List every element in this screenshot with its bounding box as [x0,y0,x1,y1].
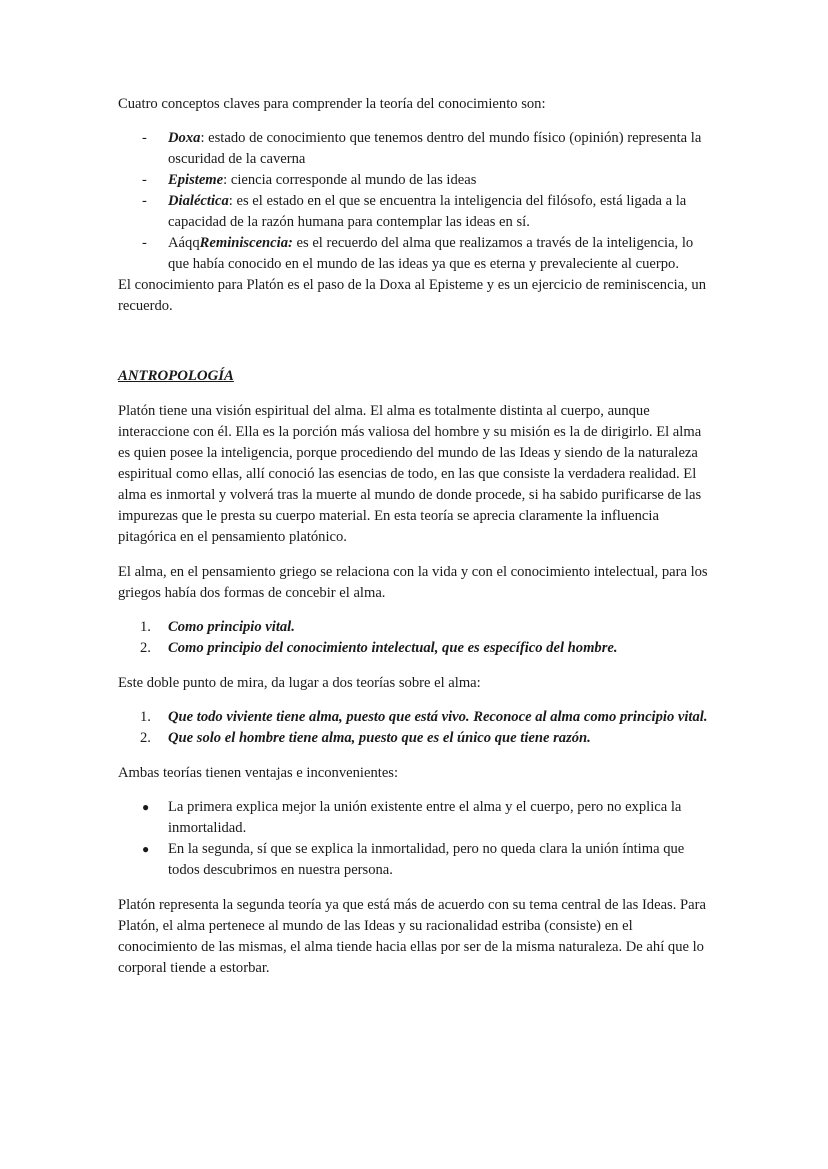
list-marker: - [142,235,147,251]
list-marker: 2. [140,640,151,656]
concept-term: Doxa [168,130,201,146]
bullet-icon: ● [142,800,150,814]
concept-term: Reminiscencia: [199,235,293,251]
concept-text: es el recuerdo del alma que realizamos a través de la inteligencia, lo que había conocido en el mundo de las ideas ya que es eterna y prevaleciente al cuerpo. [168,235,694,272]
conclusion-paragraph: El conocimiento para Platón es el paso de la Doxa al Episteme y es un ejercicio de reminiscencia, un recuerdo. [118,277,707,314]
paragraph-plato-second-theory: Platón representa la segunda teoría ya que está más de acuerdo con su tema central de las Ideas. Para Platón, el alma pertenece al mundo de las Ideas y su racionalidad estriba (consiste) en el conocimiento de las mismas, el alma tiende hacia ellas por ser de la misma naturaleza. De ahí que lo corporal tiende a estorbar. [118,897,706,976]
concept-item-dialectica [118,191,708,233]
list-item-text: Que solo el hombre tiene alma, puesto que es el único que tiene razón. [168,730,591,746]
list-marker: 2. [140,730,151,746]
list-marker: - [142,130,147,146]
concept-prefix: Aáqq [168,235,200,251]
list-marker: - [142,193,147,209]
concepts-list [118,128,708,275]
list-item-text: En la segunda, sí que se explica la inmortalidad, pero no queda clara la unión íntima que todos descubrimos en nuestra persona. [168,841,685,878]
concept-item-episteme [118,170,708,191]
list-item [118,728,708,749]
theories-list [118,707,708,749]
concept-term: Episteme [168,172,224,188]
list-item [118,707,708,728]
intro-paragraph: Cuatro conceptos claves para comprender la teoría del conocimiento son: [118,96,546,112]
list-marker: 1. [140,709,151,725]
list-item [118,797,708,839]
list-item [118,617,708,638]
list-marker: - [142,172,147,188]
list-item [118,638,708,659]
concept-text: : estado de conocimiento que tenemos dentro del mundo físico (opinión) representa la oscuridad de la caverna [168,130,702,167]
document-page [118,94,708,979]
concept-item-reminiscencia [118,233,708,275]
pros-cons-list [118,797,708,881]
paragraph-pros-cons: Ambas teorías tienen ventajas e inconvenientes: [118,765,399,781]
paragraph-greek-soul: El alma, en el pensamiento griego se relaciona con la vida y con el conocimiento intelectual, para los griegos había dos formas de concebir el alma. [118,564,708,601]
concept-text: : ciencia corresponde al mundo de las ideas [223,172,477,188]
list-marker: 1. [140,619,151,635]
paragraph-soul-vision: Platón tiene una visión espiritual del alma. El alma es totalmente distinta al cuerpo, aunque interaccione con él. Ella es la porción más valiosa del hombre y su misión es la de dirigirlo. El alma es quien posee la inteligencia, porque procediendo del mundo de las Ideas y siendo de la naturaleza espiritual como ellas, allí conoció las esencias de todo, en las que consiste la verdadera realidad. El alma es inmortal y volverá tras la muerte al mundo de donde procede, si ha sabido purificarse de las impurezas que le presta su cuerpo material. En esta teoría se aprecia claramente la influencia pitagórica en el pensamiento platónico. [118,403,702,545]
bullet-icon: ● [142,842,150,856]
list-item-text: Que todo viviente tiene alma, puesto que está vivo. Reconoce al alma como principio vital. [168,709,708,725]
forms-list [118,617,708,659]
list-item-text: Como principio vital. [168,619,295,635]
concept-item-doxa [118,128,708,170]
section-title: ANTROPOLOGÍA [118,368,234,384]
list-item [118,839,708,881]
list-item-text: La primera explica mejor la unión existente entre el alma y el cuerpo, pero no explica la inmortalidad. [168,799,682,836]
list-item-text: Como principio del conocimiento intelectual, que es específico del hombre. [168,640,618,656]
concept-term: Dialéctica [168,193,229,209]
concept-text: : es el estado en el que se encuentra la inteligencia del filósofo, está ligada a la capacidad de la razón humana para contemplar las ideas en sí. [168,193,687,230]
paragraph-two-theories: Este doble punto de mira, da lugar a dos teorías sobre el alma: [118,675,481,691]
